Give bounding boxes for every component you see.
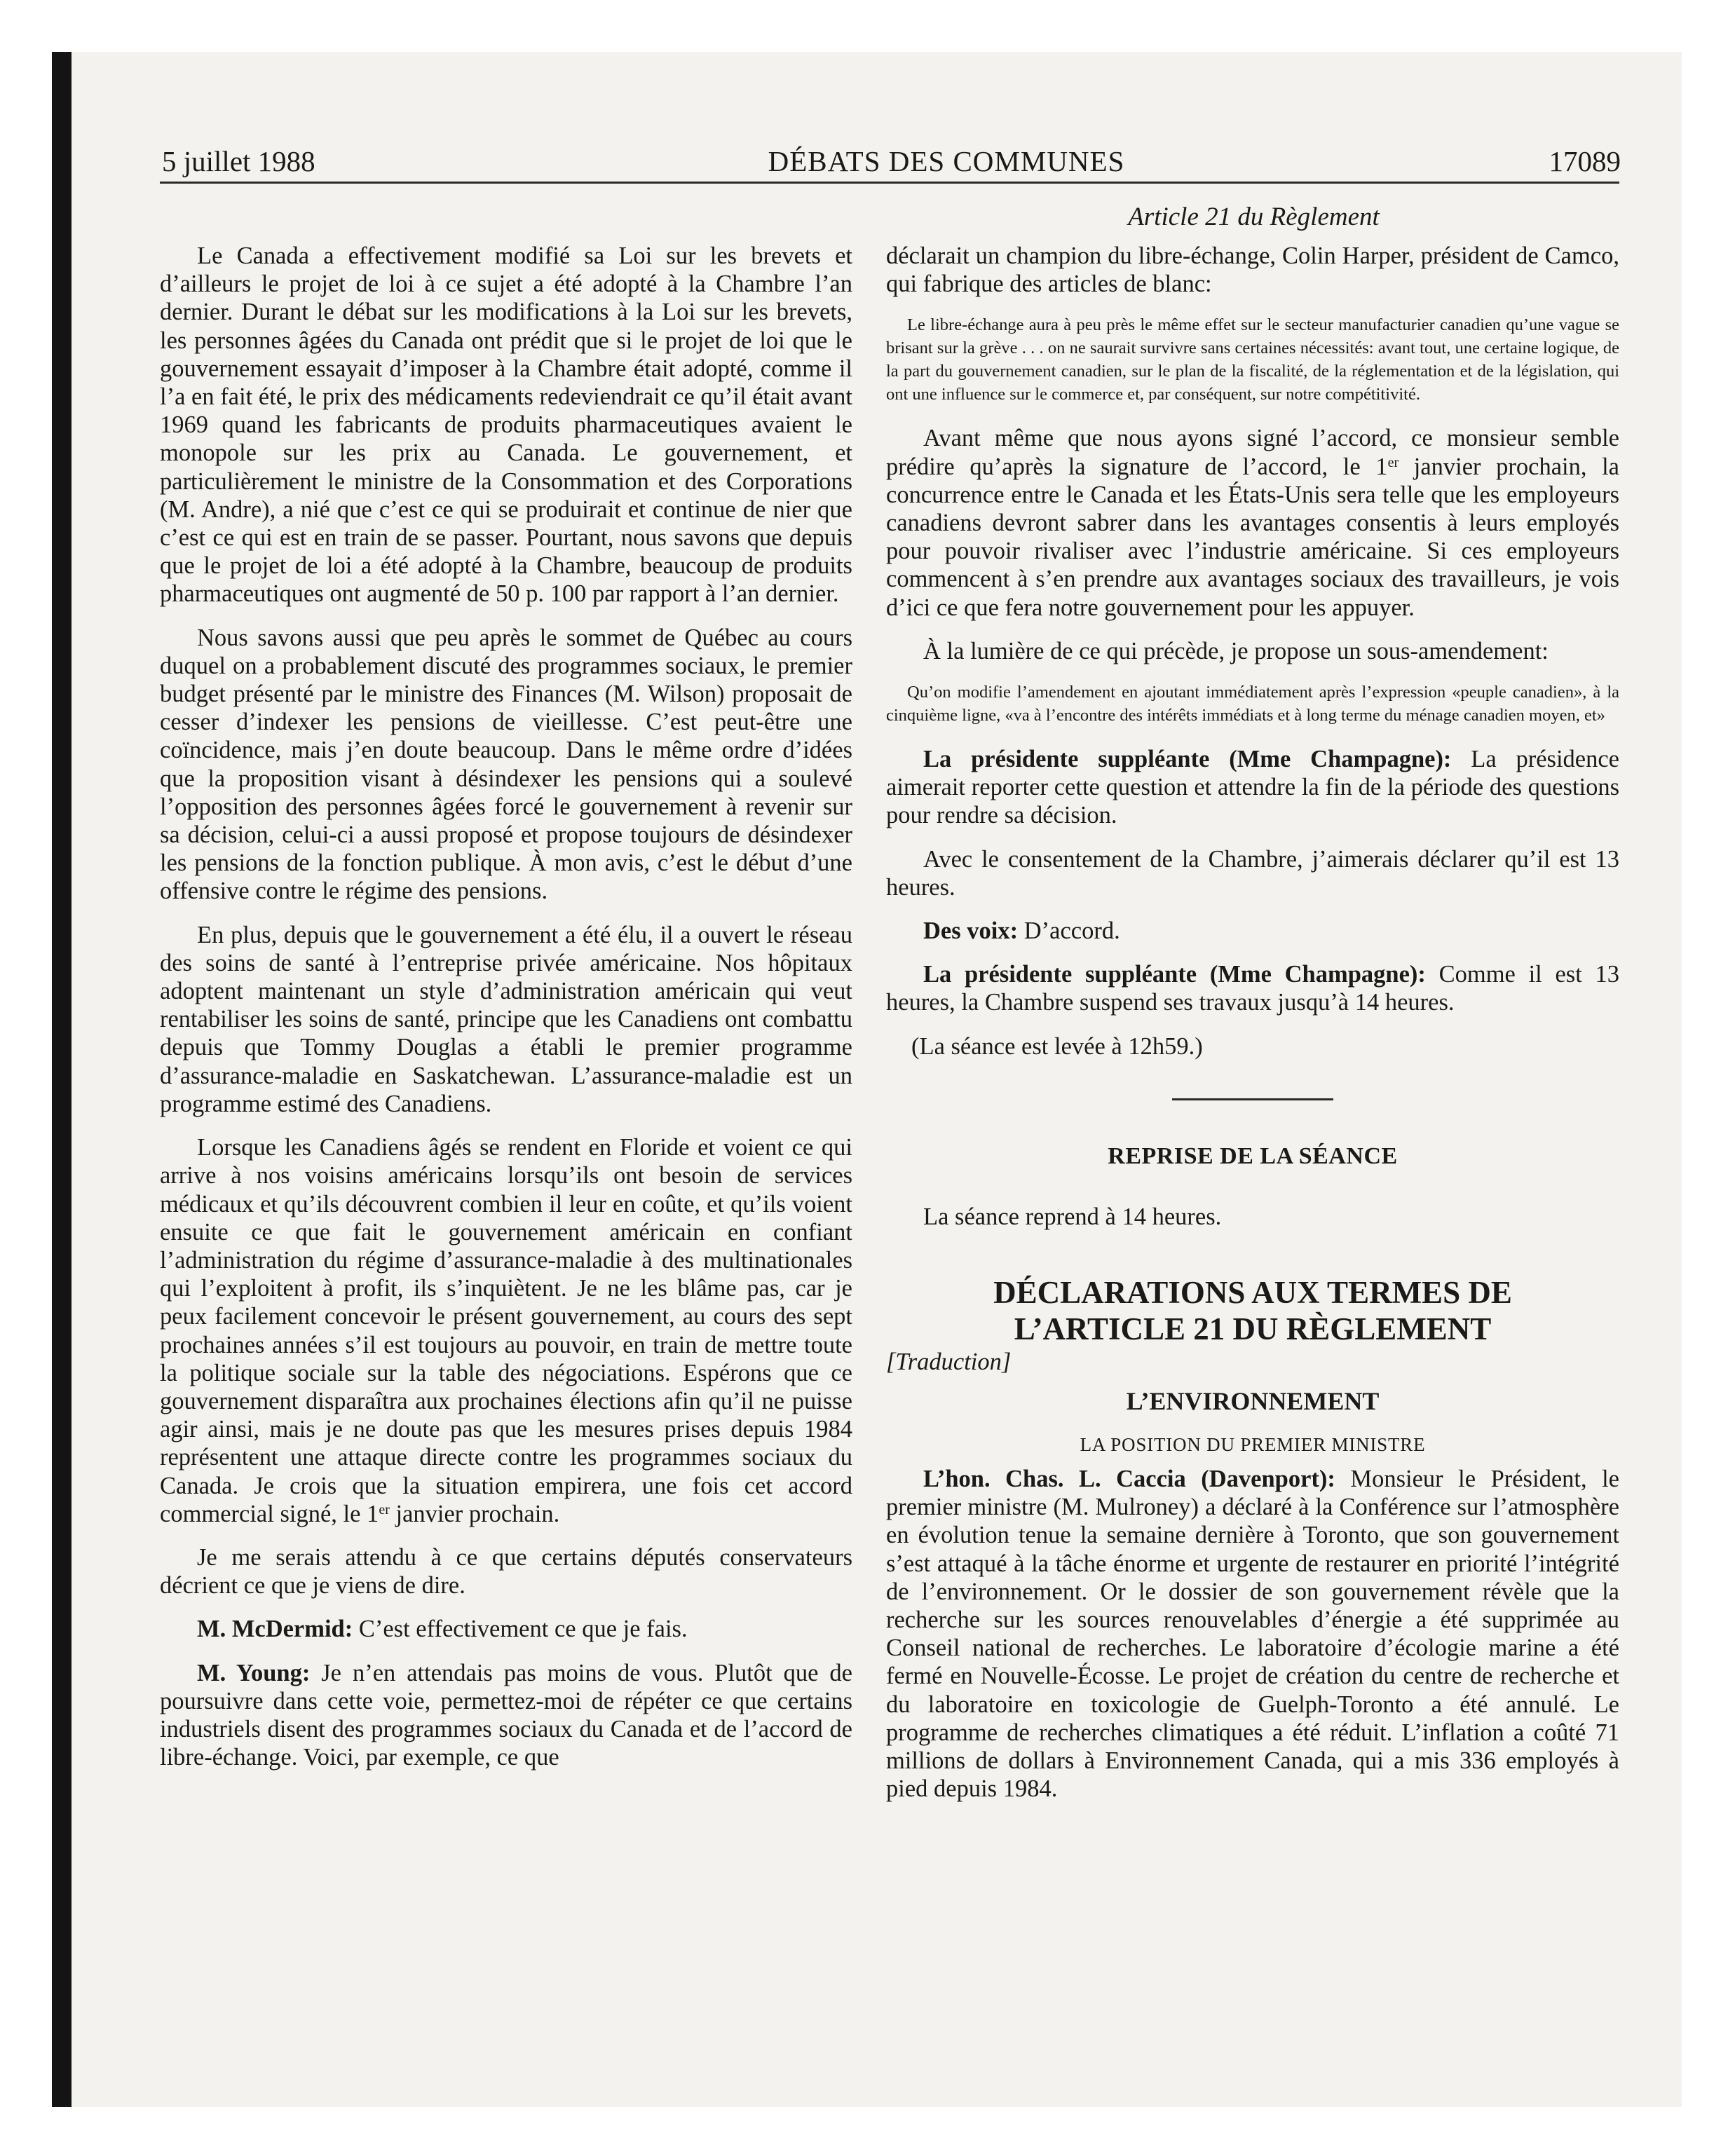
speaker-name: M. Young: xyxy=(197,1659,311,1686)
header-rule xyxy=(160,182,1619,184)
speech-text: Je n’en attendais pas moins de vous. Plutôt que de poursuivre dans cette voie, permettez-moi de répéter ce que certains industriels disent des programmes sociaux du Canada et de l’accord de libre-échange. Voici, par exemple, ce que xyxy=(160,1659,852,1771)
translation-tag: [Traduction] xyxy=(886,1349,1012,1376)
paragraph xyxy=(160,1659,852,1772)
paragraph: En plus, depuis que le gouvernement a été élu, il a ouvert le réseau des soins de santé à l’entreprise privée américaine. Nos hôpitaux adoptent maintenant un style d’administration américain qui veut rentabiliser les soins de santé, principe que les Canadiens ont combattu depuis que Tommy Douglas a établi le premier programme d’assurance-maladie en Saskatchewan. L’assurance-maladie est un programme estimé des Canadiens. xyxy=(160,921,852,1117)
speaker-name: Des voix: xyxy=(923,917,1019,945)
paragraph: Avec le consentement de la Chambre, j’aimerais déclarer qu’il est 13 heures. xyxy=(886,845,1619,901)
speaker-name: La présidente suppléante (Mme Champagne): xyxy=(923,961,1426,988)
paragraph-text: Lorsque les Canadiens âgés se rendent en Floride et voient ce qui arrive à nos voisins américains lorsqu’ils ont besoin de services médicaux et qu’ils découvrent combien il leur en coûte, et qu’ils voient ensuite ce que fait le gouvernement américain en confiant l’administration du régime d’assurance-maladie à des multinationales qui l’exploitent à profit, ils s’inquiètent. Je ne les blâme pas, car je peux facilement concevoir le présent gouvernement, au cours des sept prochaines années s’il est toujours au pouvoir, en train de mettre toute la politique sociale sur la table des négociations. Espérons que ce gouvernement disparaîtra aux prochaines élections afin qu’il ne puisse agir ainsi, mais je ne doute pas que les mesures prises depuis 1984 représentent une attaque directe contre les programmes sociaux du Canada. Je crois que la situation empirera, une fois cet accord commercial signé, le 1 xyxy=(160,1134,852,1527)
paragraph-text: Avant même que nous ayons signé l’accord, ce monsieur semble prédire qu’après la signature de l’accord, le 1 xyxy=(886,425,1619,480)
heading-topic: L’ENVIRONNEMENT xyxy=(1126,1387,1380,1416)
paragraph: déclarait un champion du libre-échange, Colin Harper, président de Camco, qui fabrique des articles de blanc: xyxy=(886,243,1619,298)
paragraph: Je me serais attendu à ce que certains députés conservateurs décrient ce que je viens de dire. xyxy=(160,1543,852,1599)
heading-main-line-2: L’ARTICLE 21 DU RÈGLEMENT xyxy=(1014,1311,1492,1347)
block-quote: Qu’on modifie l’amendement en ajoutant immédiatement après l’expression «peuple canadien», à la cinquième ligne, «va à l’encontre des intérêts immédiats et à long terme du ménage canadien moyen, et» xyxy=(886,683,1619,725)
paragraph xyxy=(886,424,1619,621)
speech-text: La présidence aimerait reporter cette question et attendre la fin de la période des questions pour rendre sa décision. xyxy=(886,746,1619,829)
heading-subtopic: LA POSITION DU PREMIER MINISTRE xyxy=(1080,1434,1426,1456)
heading-main-line-1: DÉCLARATIONS AUX TERMES DE xyxy=(993,1275,1512,1311)
paragraph xyxy=(886,745,1619,830)
superscript: er xyxy=(1387,454,1399,470)
adjournment-note: (La séance est levée à 12h59.) xyxy=(911,1032,1203,1060)
speech-text: Comme il est 13 heures, la Chambre suspend ses travaux jusqu’à 14 heures. xyxy=(886,961,1619,1016)
paragraph-text: janvier prochain. xyxy=(389,1500,560,1527)
paragraph xyxy=(886,960,1619,1016)
speech-text: C’est effectivement ce que je fais. xyxy=(353,1616,688,1643)
paragraph xyxy=(886,917,1619,945)
speech-text: Monsieur le Président, le premier ministre (M. Mulroney) a déclaré à la Conférence sur l’atmosphère en évolution tenue la semaine dernière à Toronto, que son gouvernement s’est attaqué à la tâche énorme et urgente de restaurer en priorité l’intégrité de l’environnement. Or le dossier de son gouvernement révèle que la recherche sur les sources renouvelables d’énergie a été supprimée au Conseil national de recherches. Le laboratoire d’écologie marine a été fermé en Nouvelle-Écosse. Le projet de création du centre de recherche et du laboratoire en toxicologie de Guelph-Toronto a été annulé. Le programme de recherches climatiques a été réduit. L’inflation a coûté 71 millions de dollars à Environnement Canada, qui a mis 336 employés à pied depuis 1984. xyxy=(886,1466,1619,1803)
header-section: Article 21 du Règlement xyxy=(1128,203,1380,231)
header-publication: DÉBATS DES COMMUNES xyxy=(768,145,1125,177)
header-page-number: 17089 xyxy=(1549,145,1621,177)
paragraph xyxy=(886,1465,1619,1803)
paragraph: Le Canada a effectivement modifié sa Loi sur les brevets et d’ailleurs le projet de loi à ce sujet a été adopté à la Chambre l’an dernier. Durant le débat sur les modifications à la Loi sur les brevets, les personnes âgées du Canada ont prédit que si le projet de loi que le gouvernement essayait d’imposer à la Chambre était adopté, comme il l’a en fait été, le prix des médicaments redeviendrait ce qu’il était avant 1969 quand les fabricants de produits pharmaceutiques avaient le monopole sur les prix au Canada. Le gouvernement, et particulièrement le ministre de la Consommation et des Corporations (M. Andre), a nié que c’est ce qui se produirait et continue de nier que c’est ce qui est en train de se passer. Pourtant, nous savons que depuis que le projet de loi a été adopté à la Chambre, beaucoup de produits pharmaceutiques ont augmenté de 50 p. 100 par rapport à l’an dernier. xyxy=(160,243,852,608)
speaker-name: La présidente suppléante (Mme Champagne): xyxy=(923,746,1452,773)
section-divider xyxy=(1172,1098,1333,1100)
paragraph xyxy=(160,1615,852,1643)
heading-reprise: REPRISE DE LA SÉANCE xyxy=(1108,1142,1398,1169)
paragraph xyxy=(160,1133,852,1528)
header-date: 5 juillet 1988 xyxy=(162,145,315,177)
superscript: er xyxy=(379,1501,390,1517)
paragraph: À la lumière de ce qui précède, je propose un sous-amendement: xyxy=(923,637,1549,664)
speech-text: D’accord. xyxy=(1018,917,1120,945)
scan-binding-edge xyxy=(52,52,72,2107)
speaker-name: L’hon. Chas. L. Caccia (Davenport): xyxy=(923,1466,1335,1493)
speaker-name: M. McDermid: xyxy=(197,1616,353,1643)
paragraph: Nous savons aussi que peu après le sommet de Québec au cours duquel on a probablement discuté des programmes sociaux, le premier budget présenté par le ministre des Finances (M. Wilson) proposait de cesser d’indexer les pensions de vieillesse. C’est peut-être une coïncidence, mais j’en doute beaucoup. Dans le même ordre d’idées que la proposition visant à désindexer les pensions qui a soulevé l’opposition des personnes âgées forcé le gouvernement à revenir sur sa décision, celui-ci a aussi proposé et propose toujours de désindexer les pensions de la fonction publique. À mon avis, c’est le début d’une offensive contre le régime des pensions. xyxy=(160,624,852,905)
right-column xyxy=(886,242,1619,1819)
paragraph: La séance reprend à 14 heures. xyxy=(923,1203,1222,1230)
paragraph-text: janvier prochain, la concurrence entre le Canada et les États-Unis sera telle que les employeurs canadiens devront sabrer dans les avantages consentis à leurs employés pour pouvoir rivaliser avec l’industrie américaine. Si ces employeurs commencent à s’en prendre aux avantages sociaux des travailleurs, je vois d’ici ce que fera notre gouvernement pour les appuyer. xyxy=(886,453,1619,621)
block-quote: Le libre-échange aura à peu près le même effet sur le secteur manufacturier canadien qu’une vague se brisant sur la grève . . . on ne saurait survivre sans certaines nécessités: avant tout, une certaine logique, de la part du gouvernement canadien, sur le plan de la fiscalité, de la réglementation et de la législation, qui ont une influence sur le commerce et, par conséquent, sur notre compétitivité. xyxy=(886,315,1619,404)
left-column xyxy=(160,242,852,1787)
